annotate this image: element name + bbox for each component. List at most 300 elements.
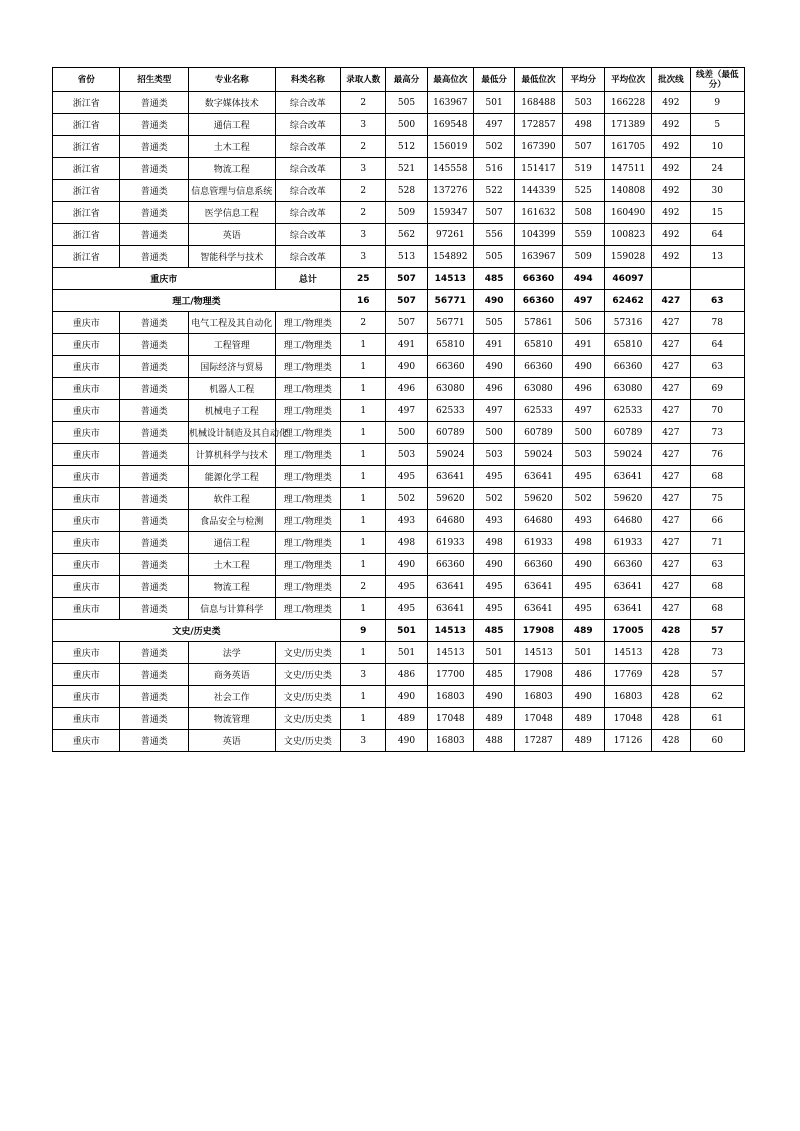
table-cell: 498 <box>562 532 604 554</box>
table-cell: 63641 <box>604 466 651 488</box>
table-cell: 英语 <box>188 224 275 246</box>
table-cell: 492 <box>652 224 690 246</box>
table-cell: 428 <box>652 686 690 708</box>
subtotal-label: 理工/物理类 <box>53 290 341 312</box>
subtotal-label: 重庆市 <box>53 268 276 290</box>
table-cell: 495 <box>474 466 515 488</box>
table-cell: 普通类 <box>120 136 188 158</box>
subtotal-cell: 490 <box>474 290 515 312</box>
table-cell: 16803 <box>604 686 651 708</box>
table-cell: 土木工程 <box>188 136 275 158</box>
table-cell: 3 <box>341 158 386 180</box>
table-cell: 1 <box>341 488 386 510</box>
subtotal-row <box>53 620 745 642</box>
table-row <box>53 224 745 246</box>
table-cell: 63080 <box>427 378 473 400</box>
table-cell: 486 <box>386 664 427 686</box>
table-cell: 501 <box>474 92 515 114</box>
subtotal-cell <box>690 268 744 290</box>
table-cell: 15 <box>690 202 744 224</box>
table-cell: 17700 <box>427 664 473 686</box>
subtotal-row <box>53 268 745 290</box>
table-cell: 1 <box>341 686 386 708</box>
table-cell: 489 <box>562 730 604 752</box>
table-cell: 重庆市 <box>53 642 120 664</box>
table-row <box>53 444 745 466</box>
table-cell: 509 <box>562 246 604 268</box>
table-cell: 505 <box>474 312 515 334</box>
table-cell: 普通类 <box>120 554 188 576</box>
subtotal-cell <box>652 268 690 290</box>
table-row <box>53 466 745 488</box>
table-cell: 61933 <box>515 532 562 554</box>
table-cell: 496 <box>386 378 427 400</box>
table-row <box>53 400 745 422</box>
table-cell: 普通类 <box>120 158 188 180</box>
table-cell: 2 <box>341 576 386 598</box>
table-cell: 24 <box>690 158 744 180</box>
table-cell: 63641 <box>515 598 562 620</box>
table-cell: 100823 <box>604 224 651 246</box>
table-cell: 机械设计制造及其自动化 <box>188 422 275 444</box>
table-cell: 机器人工程 <box>188 378 275 400</box>
table-cell: 14513 <box>604 642 651 664</box>
table-cell: 61 <box>690 708 744 730</box>
table-cell: 普通类 <box>120 510 188 532</box>
table-cell: 普通类 <box>120 730 188 752</box>
table-row <box>53 334 745 356</box>
table-cell: 文史/历史类 <box>275 642 340 664</box>
table-cell: 492 <box>652 114 690 136</box>
table-cell: 500 <box>562 422 604 444</box>
table-cell: 556 <box>474 224 515 246</box>
table-cell: 76 <box>690 444 744 466</box>
table-cell: 501 <box>386 642 427 664</box>
table-cell: 普通类 <box>120 400 188 422</box>
subtotal-cell: 507 <box>386 290 427 312</box>
table-cell: 427 <box>652 356 690 378</box>
table-cell: 495 <box>562 598 604 620</box>
table-cell: 重庆市 <box>53 510 120 532</box>
subtotal-cell: 427 <box>652 290 690 312</box>
table-cell: 159347 <box>427 202 473 224</box>
table-cell: 427 <box>652 554 690 576</box>
table-row <box>53 686 745 708</box>
header-subject: 科类名称 <box>275 68 340 92</box>
table-cell: 427 <box>652 400 690 422</box>
table-cell: 495 <box>386 576 427 598</box>
table-cell: 78 <box>690 312 744 334</box>
table-cell: 145558 <box>427 158 473 180</box>
table-cell: 10 <box>690 136 744 158</box>
table-cell: 71 <box>690 532 744 554</box>
table-cell: 500 <box>474 422 515 444</box>
table-cell: 59620 <box>515 488 562 510</box>
header-admitted: 录取人数 <box>341 68 386 92</box>
table-cell: 62533 <box>515 400 562 422</box>
table-cell: 65810 <box>515 334 562 356</box>
table-cell: 61933 <box>604 532 651 554</box>
table-cell: 17769 <box>604 664 651 686</box>
table-cell: 490 <box>386 686 427 708</box>
header-enroll-type: 招生类型 <box>120 68 188 92</box>
table-cell: 491 <box>562 334 604 356</box>
table-cell: 理工/物理类 <box>275 576 340 598</box>
table-cell: 1 <box>341 708 386 730</box>
table-cell: 浙江省 <box>53 180 120 202</box>
table-cell: 1 <box>341 356 386 378</box>
table-cell: 495 <box>562 466 604 488</box>
table-cell: 普通类 <box>120 378 188 400</box>
table-cell: 普通类 <box>120 444 188 466</box>
table-cell: 428 <box>652 642 690 664</box>
table-row <box>53 576 745 598</box>
table-cell: 161705 <box>604 136 651 158</box>
table-cell: 65810 <box>604 334 651 356</box>
table-cell: 66 <box>690 510 744 532</box>
table-cell: 59620 <box>427 488 473 510</box>
table-cell: 428 <box>652 664 690 686</box>
table-cell: 食品安全与检测 <box>188 510 275 532</box>
table-cell: 68 <box>690 466 744 488</box>
table-cell: 64680 <box>604 510 651 532</box>
table-cell: 491 <box>474 334 515 356</box>
table-cell: 63 <box>690 356 744 378</box>
table-cell: 497 <box>562 400 604 422</box>
table-cell: 综合改革 <box>275 246 340 268</box>
subtotal-cell: 66360 <box>515 268 562 290</box>
table-cell: 427 <box>652 334 690 356</box>
table-cell: 1 <box>341 466 386 488</box>
table-cell: 59024 <box>515 444 562 466</box>
table-cell: 63641 <box>515 466 562 488</box>
table-cell: 497 <box>474 114 515 136</box>
subtotal-cell: 63 <box>690 290 744 312</box>
table-cell: 427 <box>652 444 690 466</box>
table-cell: 重庆市 <box>53 356 120 378</box>
table-cell: 63080 <box>515 378 562 400</box>
table-row <box>53 510 745 532</box>
table-cell: 493 <box>562 510 604 532</box>
table-cell: 427 <box>652 488 690 510</box>
table-cell: 66360 <box>515 554 562 576</box>
table-cell: 513 <box>386 246 427 268</box>
table-cell: 国际经济与贸易 <box>188 356 275 378</box>
table-cell: 427 <box>652 422 690 444</box>
table-cell: 普通类 <box>120 334 188 356</box>
subtotal-cell: 507 <box>386 268 427 290</box>
table-cell: 通信工程 <box>188 532 275 554</box>
table-cell: 理工/物理类 <box>275 422 340 444</box>
table-cell: 数字媒体技术 <box>188 92 275 114</box>
table-cell: 1 <box>341 334 386 356</box>
table-cell: 62533 <box>604 400 651 422</box>
header-province: 省份 <box>53 68 120 92</box>
table-cell: 1 <box>341 598 386 620</box>
table-cell: 重庆市 <box>53 598 120 620</box>
table-row <box>53 554 745 576</box>
table-cell: 488 <box>474 730 515 752</box>
table-row <box>53 246 745 268</box>
table-cell: 普通类 <box>120 356 188 378</box>
table-cell: 重庆市 <box>53 334 120 356</box>
table-cell: 理工/物理类 <box>275 510 340 532</box>
table-cell: 16803 <box>427 686 473 708</box>
table-cell: 理工/物理类 <box>275 598 340 620</box>
table-cell: 528 <box>386 180 427 202</box>
table-cell: 信息管理与信息系统 <box>188 180 275 202</box>
table-cell: 软件工程 <box>188 488 275 510</box>
table-cell: 492 <box>652 246 690 268</box>
table-row <box>53 312 745 334</box>
table-cell: 490 <box>562 554 604 576</box>
table-cell: 理工/物理类 <box>275 378 340 400</box>
table-cell: 64680 <box>427 510 473 532</box>
table-cell: 14513 <box>515 642 562 664</box>
table-cell: 63641 <box>604 576 651 598</box>
table-cell: 73 <box>690 422 744 444</box>
table-cell: 17908 <box>515 664 562 686</box>
subtotal-kind: 总计 <box>275 268 340 290</box>
table-cell: 理工/物理类 <box>275 334 340 356</box>
table-cell: 493 <box>474 510 515 532</box>
table-cell: 427 <box>652 576 690 598</box>
table-cell: 485 <box>474 664 515 686</box>
table-cell: 521 <box>386 158 427 180</box>
table-cell: 512 <box>386 136 427 158</box>
subtotal-cell: 17005 <box>604 620 651 642</box>
subtotal-cell: 56771 <box>427 290 473 312</box>
table-cell: 427 <box>652 378 690 400</box>
table-cell: 503 <box>386 444 427 466</box>
table-cell: 浙江省 <box>53 114 120 136</box>
subtotal-row <box>53 290 745 312</box>
table-cell: 普通类 <box>120 532 188 554</box>
table-cell: 17126 <box>604 730 651 752</box>
table-cell: 文史/历史类 <box>275 730 340 752</box>
table-row <box>53 114 745 136</box>
table-cell: 65810 <box>427 334 473 356</box>
table-cell: 重庆市 <box>53 664 120 686</box>
table-cell: 503 <box>562 444 604 466</box>
header-avg-rank: 平均位次 <box>604 68 651 92</box>
table-cell: 505 <box>386 92 427 114</box>
table-row <box>53 730 745 752</box>
table-cell: 普通类 <box>120 642 188 664</box>
table-cell: 60789 <box>515 422 562 444</box>
table-cell: 物流管理 <box>188 708 275 730</box>
table-cell: 1 <box>341 532 386 554</box>
table-cell: 理工/物理类 <box>275 356 340 378</box>
table-row <box>53 202 745 224</box>
table-cell: 理工/物理类 <box>275 312 340 334</box>
table-row <box>53 532 745 554</box>
table-cell: 66360 <box>604 356 651 378</box>
table-cell: 文史/历史类 <box>275 708 340 730</box>
table-cell: 工程管理 <box>188 334 275 356</box>
table-cell: 电气工程及其自动化 <box>188 312 275 334</box>
subtotal-cell: 501 <box>386 620 427 642</box>
table-cell: 505 <box>474 246 515 268</box>
table-cell: 490 <box>474 686 515 708</box>
table-cell: 163967 <box>515 246 562 268</box>
table-cell: 重庆市 <box>53 554 120 576</box>
table-cell: 502 <box>474 488 515 510</box>
table-cell: 17048 <box>604 708 651 730</box>
subtotal-cell: 428 <box>652 620 690 642</box>
table-cell: 427 <box>652 598 690 620</box>
table-cell: 普通类 <box>120 708 188 730</box>
table-cell: 综合改革 <box>275 92 340 114</box>
table-cell: 信息与计算科学 <box>188 598 275 620</box>
subtotal-cell: 485 <box>474 620 515 642</box>
table-cell: 3 <box>341 114 386 136</box>
table-cell: 理工/物理类 <box>275 466 340 488</box>
table-cell: 普通类 <box>120 664 188 686</box>
table-cell: 57 <box>690 664 744 686</box>
table-cell: 151417 <box>515 158 562 180</box>
table-cell: 97261 <box>427 224 473 246</box>
table-cell: 502 <box>562 488 604 510</box>
subtotal-cell: 14513 <box>427 620 473 642</box>
table-cell: 163967 <box>427 92 473 114</box>
table-cell: 1 <box>341 642 386 664</box>
table-cell: 497 <box>386 400 427 422</box>
table-cell: 161632 <box>515 202 562 224</box>
header-line-diff: 线差（最低分） <box>690 68 744 92</box>
table-cell: 智能科学与技术 <box>188 246 275 268</box>
table-cell: 重庆市 <box>53 466 120 488</box>
table-cell: 重庆市 <box>53 422 120 444</box>
table-cell: 重庆市 <box>53 312 120 334</box>
table-cell: 1 <box>341 510 386 532</box>
table-cell: 506 <box>562 312 604 334</box>
table-cell: 496 <box>562 378 604 400</box>
table-cell: 综合改革 <box>275 224 340 246</box>
table-cell: 医学信息工程 <box>188 202 275 224</box>
table-cell: 427 <box>652 466 690 488</box>
table-cell: 63641 <box>427 598 473 620</box>
subtotal-cell: 57 <box>690 620 744 642</box>
table-row <box>53 158 745 180</box>
subtotal-cell: 494 <box>562 268 604 290</box>
table-cell: 3 <box>341 224 386 246</box>
header-row <box>53 68 745 92</box>
table-cell: 490 <box>386 730 427 752</box>
table-row <box>53 598 745 620</box>
table-cell: 171389 <box>604 114 651 136</box>
table-cell: 64 <box>690 334 744 356</box>
table-cell: 492 <box>652 158 690 180</box>
table-cell: 法学 <box>188 642 275 664</box>
table-cell: 物流工程 <box>188 158 275 180</box>
table-cell: 428 <box>652 708 690 730</box>
table-cell: 64680 <box>515 510 562 532</box>
table-cell: 490 <box>386 356 427 378</box>
table-cell: 70 <box>690 400 744 422</box>
table-cell: 159028 <box>604 246 651 268</box>
table-cell: 490 <box>474 554 515 576</box>
table-cell: 63641 <box>515 576 562 598</box>
table-cell: 能源化学工程 <box>188 466 275 488</box>
header-max-rank: 最高位次 <box>427 68 473 92</box>
table-cell: 浙江省 <box>53 92 120 114</box>
table-cell: 普通类 <box>120 466 188 488</box>
table-row <box>53 356 745 378</box>
table-cell: 普通类 <box>120 114 188 136</box>
table-cell: 427 <box>652 312 690 334</box>
table-cell: 516 <box>474 158 515 180</box>
table-cell: 5 <box>690 114 744 136</box>
table-cell: 167390 <box>515 136 562 158</box>
admission-score-table <box>52 67 745 752</box>
table-cell: 64 <box>690 224 744 246</box>
subtotal-cell: 14513 <box>427 268 473 290</box>
table-cell: 495 <box>562 576 604 598</box>
table-cell: 104399 <box>515 224 562 246</box>
table-cell: 500 <box>386 422 427 444</box>
table-cell: 重庆市 <box>53 686 120 708</box>
table-cell: 1 <box>341 554 386 576</box>
table-cell: 63 <box>690 554 744 576</box>
table-cell: 普通类 <box>120 224 188 246</box>
table-cell: 497 <box>474 400 515 422</box>
table-cell: 63641 <box>427 576 473 598</box>
table-cell: 机械电子工程 <box>188 400 275 422</box>
table-cell: 486 <box>562 664 604 686</box>
table-row <box>53 180 745 202</box>
table-cell: 69 <box>690 378 744 400</box>
table-cell: 重庆市 <box>53 488 120 510</box>
table-cell: 498 <box>474 532 515 554</box>
table-cell: 495 <box>474 598 515 620</box>
table-cell: 63080 <box>604 378 651 400</box>
table-cell: 62 <box>690 686 744 708</box>
table-cell: 17287 <box>515 730 562 752</box>
table-cell: 507 <box>474 202 515 224</box>
table-cell: 浙江省 <box>53 202 120 224</box>
table-cell: 137276 <box>427 180 473 202</box>
table-cell: 75 <box>690 488 744 510</box>
table-cell: 普通类 <box>120 180 188 202</box>
table-cell: 57316 <box>604 312 651 334</box>
table-cell: 59024 <box>604 444 651 466</box>
table-cell: 501 <box>474 642 515 664</box>
table-cell: 1 <box>341 378 386 400</box>
table-cell: 普通类 <box>120 686 188 708</box>
table-row <box>53 422 745 444</box>
table-cell: 144339 <box>515 180 562 202</box>
table-row <box>53 664 745 686</box>
table-cell: 147511 <box>604 158 651 180</box>
table-cell: 427 <box>652 532 690 554</box>
table-cell: 综合改革 <box>275 158 340 180</box>
table-cell: 509 <box>386 202 427 224</box>
table-cell: 503 <box>474 444 515 466</box>
table-cell: 3 <box>341 730 386 752</box>
table-cell: 492 <box>652 136 690 158</box>
table-cell: 土木工程 <box>188 554 275 576</box>
table-cell: 重庆市 <box>53 708 120 730</box>
table-cell: 重庆市 <box>53 576 120 598</box>
table-cell: 61933 <box>427 532 473 554</box>
table-cell: 综合改革 <box>275 136 340 158</box>
table-cell: 502 <box>386 488 427 510</box>
table-cell: 140808 <box>604 180 651 202</box>
table-cell: 17048 <box>515 708 562 730</box>
header-min-rank: 最低位次 <box>515 68 562 92</box>
table-cell: 重庆市 <box>53 400 120 422</box>
